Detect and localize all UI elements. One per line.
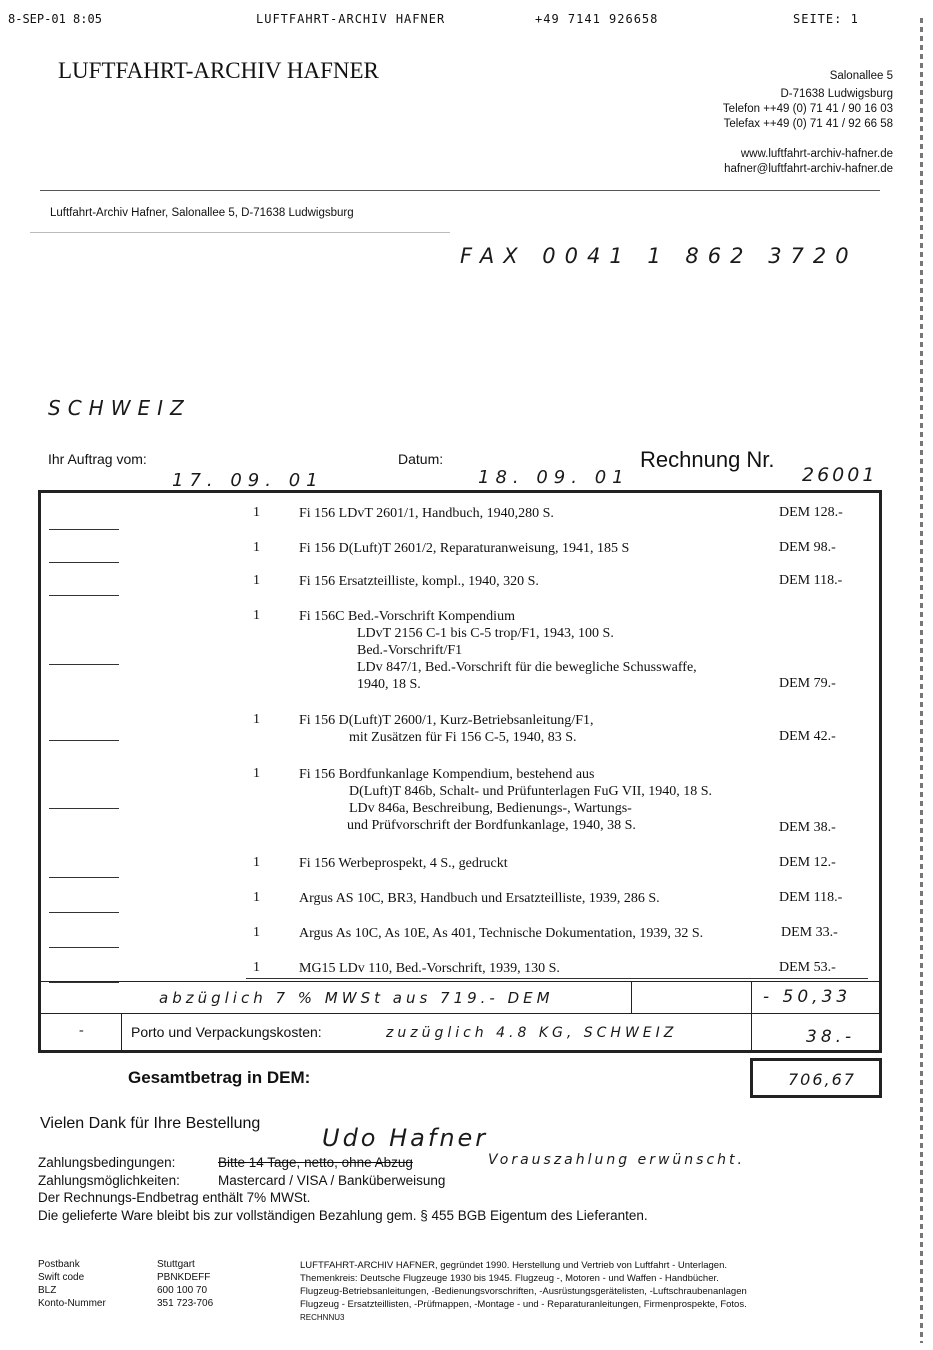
fax-page: SEITE: 1 (793, 12, 859, 26)
total-box (750, 1058, 882, 1098)
bank-labels: Postbank Swift code BLZ Konto-Nummer (38, 1259, 106, 1309)
item-desc: Fi 156 Werbeprospekt, 4 S., gedruckt (299, 856, 508, 871)
payment-options-label: Zahlungsmöglichkeiten: (38, 1173, 180, 1188)
item-qty: 1 (253, 890, 260, 905)
handwritten-fax-number: FAX 0041 1 862 3720 (460, 244, 858, 268)
item-qty: 1 (253, 573, 260, 588)
website: www.luftfahrt-archiv-hafner.de (740, 148, 893, 160)
company-about: LUFTFAHRT-ARCHIV HAFNER, gegründet 1990. Herstellung und Vertrieb von Luftfahrt - Unterlagen. Themenkreis: Deutsche Flugzeuge 1930 bis 1945. Flugzeug -, Motoren - und Waffen - Handbücher. Flugzeug-Betriebsanleitungen, -Bedienungsvorschriften, -Ausrüstungsgerätelisten, -Luftschraubenanlagen Flugzeug - Ersatzteillisten, -Prüfmappen, -Montage - und - Reparaturanleitungen, Firmenprospekte, Fotos. RECHNNU3 (300, 1260, 747, 1322)
item-desc: Fi 156 D(Luft)T 2601/2, Reparaturanweisung, 1941, 185 S (299, 541, 630, 556)
item-desc: Fi 156 D(Luft)T 2600/1, Kurz-Betriebsanleitung/F1, mit Zusätzen für Fi 156 C-5, 1940, 83 S. (299, 713, 594, 745)
item-price: DEM 53.- (779, 960, 836, 975)
item-desc: Fi 156C Bed.-Vorschrift Kompendium LDvT 2156 C-1 bis C-5 trop/F1, 1943, 100 S. Bed.-Vorschrift/F1 LDv 847/1, Bed.-Vorschrift für die bewegliche Schusswaffe, 1940, 18 S. (299, 609, 697, 692)
items-table (38, 490, 882, 1053)
telefon: Telefon ++49 (0) 71 41 / 90 16 03 (722, 103, 893, 115)
email: hafner@luftfahrt-archiv-hafner.de (724, 163, 893, 175)
item-desc: Fi 156 LDvT 2601/1, Handbuch, 1940,280 S. (299, 506, 554, 521)
item-qty: 1 (253, 925, 260, 940)
item-price: DEM 38.- (779, 820, 836, 835)
thanks-text: Vielen Dank für Ihre Bestellung (40, 1115, 261, 1132)
item-price: DEM 128.- (779, 505, 843, 520)
item-desc: Argus As 10C, As 10E, As 401, Technische Dokumentation, 1939, 32 S. (299, 926, 704, 941)
item-qty: 1 (253, 960, 260, 975)
document-code: RECHNNU3 (300, 1313, 345, 1322)
item-desc: Argus AS 10C, BR3, Handbuch und Ersatzteilliste, 1939, 286 S. (299, 891, 660, 906)
item-qty: 1 (253, 540, 260, 555)
item-price: DEM 118.- (779, 573, 843, 588)
deduction-text: abzüglich 7 % MWSt aus 719.- DEM (159, 989, 554, 1007)
item-price: DEM 33.- (781, 925, 838, 940)
invoice-number: 26001 (802, 464, 878, 486)
item-desc: Fi 156 Bordfunkanlage Kompendium, bestehend aus D(Luft)T 846b, Schalt- und Prüfunterlagen FuG VII, 1940, 18 S. LDv 846a, Beschreibung, Bedienungs-, Wartungs- und Prüfvorschrift der Bordfunkanlage, 1940, 38 S. (299, 767, 713, 833)
vat-note: Der Rechnungs-Endbetrag enthält 7% MWSt. (38, 1190, 311, 1205)
item-price: DEM 42.- (779, 729, 836, 744)
fax-date-time: 8-SEP-01 8:05 (8, 12, 102, 26)
address-street: Salonallee 5 (829, 70, 893, 82)
item-price: DEM 118.- (779, 890, 843, 905)
window-line (30, 232, 450, 233)
item-qty: 1 (253, 712, 260, 727)
invoice-date-label: Datum: (398, 451, 444, 467)
invoice-number-label: Rechnung Nr. (640, 447, 775, 472)
scan-edge (920, 18, 923, 1343)
invoice-date: 18. 09. 01 (478, 467, 630, 488)
porto-dash: - (79, 1023, 84, 1038)
payment-terms-struck: Bitte 14 Tage, netto, ohne Abzug (218, 1155, 413, 1170)
item-price: DEM 12.- (779, 855, 836, 870)
item-qty: 1 (253, 505, 260, 520)
handwritten-recipient: SCHWEIZ (48, 396, 191, 420)
header-divider (40, 190, 880, 191)
item-desc: MG15 LDv 110, Bed.-Vorschrift, 1939, 130 S. (299, 961, 560, 976)
fax-phone: +49 7141 926658 (535, 12, 659, 26)
porto-label: Porto und Verpackungskosten: (131, 1024, 322, 1040)
item-price: DEM 98.- (779, 540, 836, 555)
total-amount: 706,67 (788, 1070, 856, 1089)
porto-note: zuzüglich 4.8 KG, SCHWEIZ (386, 1025, 678, 1041)
item-desc: Fi 156 Ersatzteilliste, kompl., 1940, 320 S. (299, 574, 539, 589)
fax-sender: LUFTFAHRT-ARCHIV HAFNER (256, 12, 446, 26)
bank-values: Stuttgart PBNKDEFF 600 100 70 351 723-706 (157, 1259, 214, 1309)
payment-options: Mastercard / VISA / Banküberweisung (218, 1173, 446, 1188)
item-qty: 1 (253, 766, 260, 781)
signature: Udo Hafner (322, 1124, 489, 1152)
item-qty: 1 (253, 855, 260, 870)
order-date: 17. 09. 01 (172, 470, 324, 491)
item-price: DEM 79.- (779, 676, 836, 691)
porto-amount: 38.- (806, 1027, 856, 1047)
item-qty: 1 (253, 608, 260, 623)
total-label: Gesamtbetrag in DEM: (128, 1068, 311, 1087)
deduction-amount: - 50,33 (763, 987, 852, 1007)
address-city: D-71638 Ludwigsburg (780, 88, 893, 100)
payment-terms-handwritten: Vorauszahlung erwünscht. (488, 1152, 745, 1168)
payment-terms-label: Zahlungsbedingungen: (38, 1155, 176, 1170)
company-name: LUFTFAHRT-ARCHIV HAFNER (58, 58, 379, 83)
sender-line: Luftfahrt-Archiv Hafner, Salonallee 5, D-71638 Ludwigsburg (50, 207, 354, 219)
ownership-note: Die gelieferte Ware bleibt bis zur vollständigen Bezahlung gem. § 455 BGB Eigentum des Lieferanten. (38, 1208, 648, 1223)
telefax: Telefax ++49 (0) 71 41 / 92 66 58 (723, 118, 893, 130)
order-date-label: Ihr Auftrag vom: (48, 451, 147, 467)
position-column (41, 493, 121, 1050)
